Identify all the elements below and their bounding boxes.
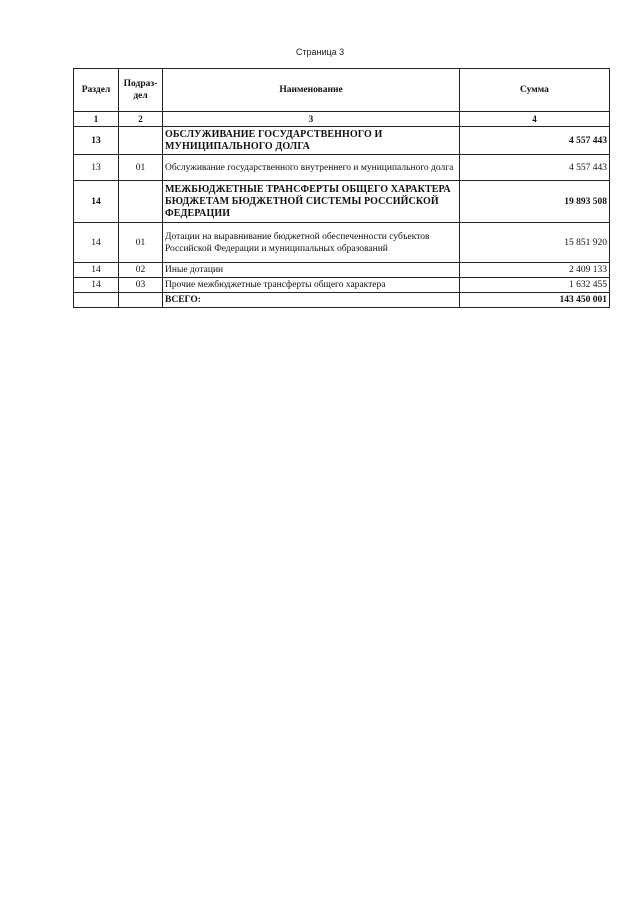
row-section: 14 [74,263,119,278]
total-row [74,293,610,308]
row-subsection: 01 [119,155,163,181]
column-number: 1 [74,112,119,127]
total-label: ВСЕГО: [163,293,460,308]
row-subsection: 02 [119,263,163,278]
row-amount: 15 851 920 [460,223,610,263]
row-section: 13 [74,155,119,181]
table-row [74,155,610,181]
row-amount: 2 409 133 [460,263,610,278]
header-name: Наименование [163,69,460,112]
row-name: МЕЖБЮДЖЕТНЫЕ ТРАНСФЕРТЫ ОБЩЕГО ХАРАКТЕРА БЮДЖЕТАМ БЮДЖЕТНОЙ СИСТЕМЫ РОССИЙСКОЙ ФЕДЕРАЦИИ [163,181,460,223]
column-number-row [74,112,610,127]
row-section: 13 [74,127,119,155]
row-amount: 4 557 443 [460,155,610,181]
row-subsection [119,127,163,155]
row-name: ОБСЛУЖИВАНИЕ ГОСУДАРСТВЕННОГО И МУНИЦИПАЛЬНОГО ДОЛГА [163,127,460,155]
row-amount: 1 632 455 [460,278,610,293]
table-row [74,127,610,155]
table-header-row [74,69,610,112]
column-number: 4 [460,112,610,127]
total-empty-cell [74,293,119,308]
header-amount: Сумма [460,69,610,112]
table-row [74,263,610,278]
row-name: Обслуживание государственного внутреннего и муниципального долга [163,155,460,181]
column-number: 2 [119,112,163,127]
total-amount: 143 450 001 [460,293,610,308]
row-section: 14 [74,181,119,223]
row-name: Иные дотации [163,263,460,278]
row-name: Прочие межбюджетные трансферты общего характера [163,278,460,293]
row-section: 14 [74,223,119,263]
row-subsection [119,181,163,223]
row-subsection: 01 [119,223,163,263]
header-section: Раздел [74,69,119,112]
table-row [74,278,610,293]
column-number: 3 [163,112,460,127]
budget-table [73,68,610,308]
table-row [74,181,610,223]
row-section: 14 [74,278,119,293]
table-row [74,223,610,263]
row-subsection: 03 [119,278,163,293]
total-empty-cell [119,293,163,308]
header-subsection: Подраз- дел [119,69,163,112]
row-name: Дотации на выравнивание бюджетной обеспеченности субъектов Российской Федерации и муниципальных образований [163,223,460,263]
page-number-label: Страница 3 [295,47,345,57]
row-amount: 19 893 508 [460,181,610,223]
row-amount: 4 557 443 [460,127,610,155]
